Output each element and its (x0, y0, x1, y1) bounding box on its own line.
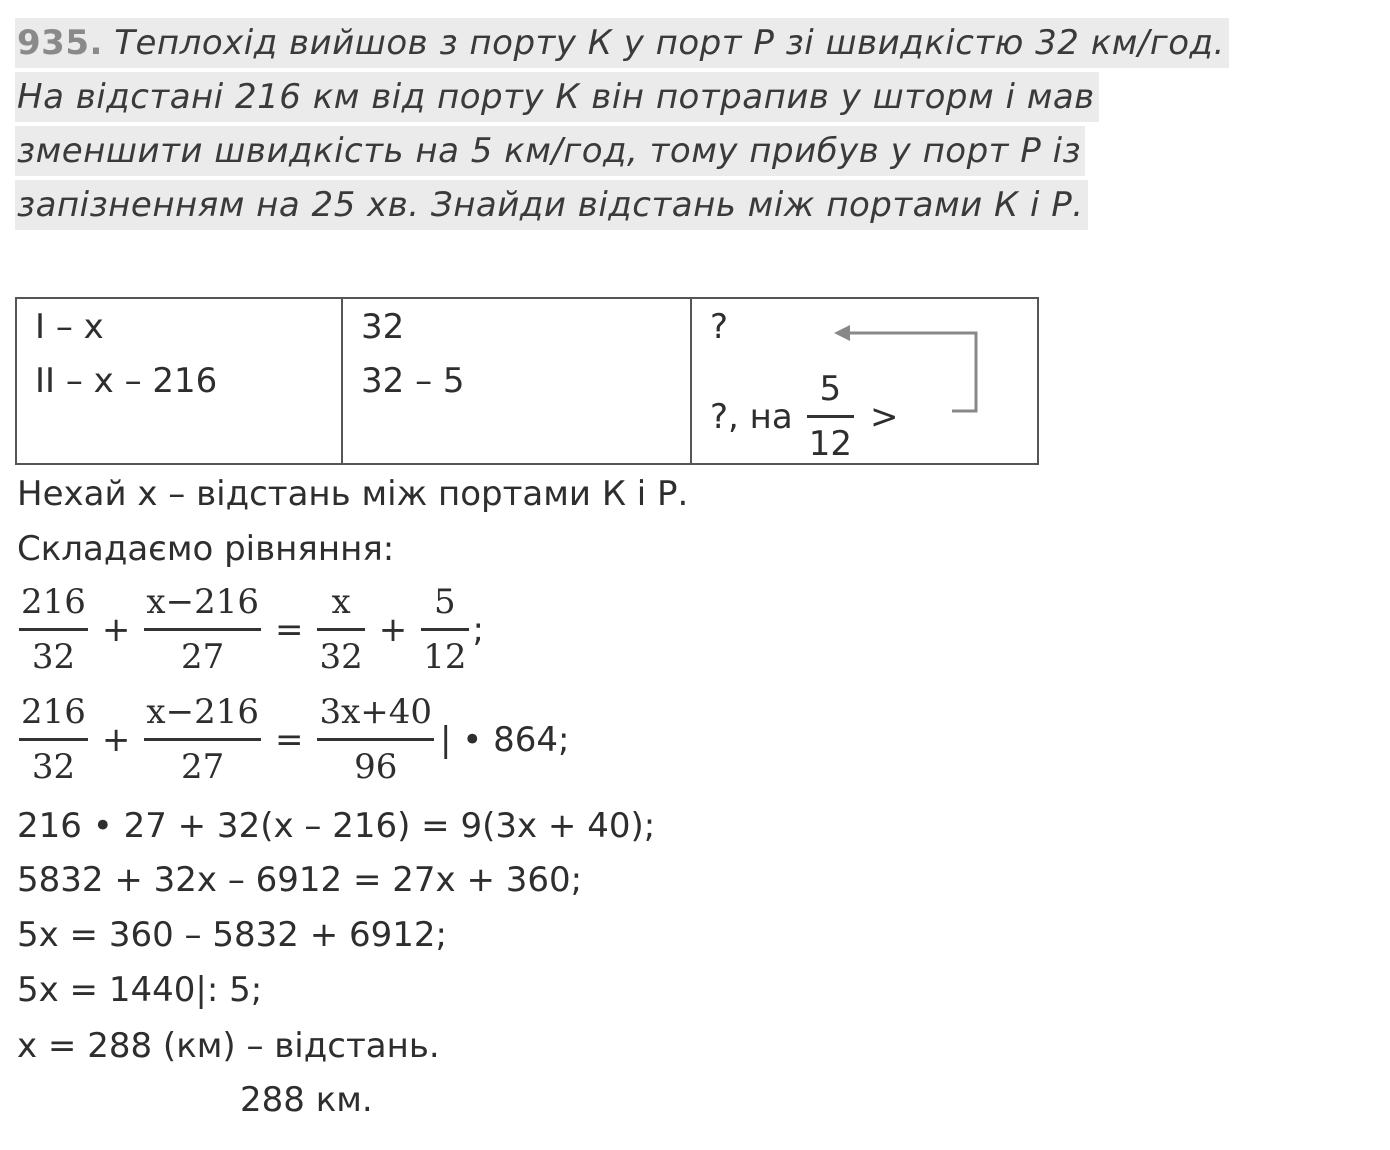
table-cell: 32 – 5 (361, 361, 465, 401)
semicolon: ; (472, 609, 484, 650)
fraction: $\frac{x-216}{27}$ (146, 582, 259, 677)
greater-sign: > (870, 396, 899, 437)
step-1: 216 • 27 + 32(x – 216) = 9(3x + 40); (17, 806, 656, 846)
step-4: 5x = 1440|: 5; (17, 970, 263, 1010)
table-col-time (692, 299, 1037, 463)
equals-sign: = (274, 609, 304, 650)
problem-line-4: запізненням на 25 хв. Знайди відстань між портами К і Р. (15, 180, 1088, 230)
table-cell: 32 (361, 307, 405, 347)
plus-sign: + (378, 609, 408, 650)
fraction: $\frac{3x+40}{96}$ (319, 692, 433, 787)
problem-line-2: На відстані 216 км від порту К він потрапив у шторм і мав (15, 72, 1099, 122)
step-2: 5832 + 32x – 6912 = 27x + 360; (17, 860, 583, 900)
problem-number: 935. (17, 23, 103, 63)
fraction: $\frac{x}{32}$ (319, 582, 363, 677)
answer: 288 км. (240, 1080, 373, 1120)
fraction: $\frac{216}{32}$ (21, 692, 86, 787)
time-prefix: ?, на (710, 396, 793, 437)
problem-statement (15, 18, 1375, 234)
table-col-distance (17, 299, 343, 463)
solution-let: Нехай x – відстань між портами К і Р. (17, 474, 689, 514)
table-cell: II – x – 216 (35, 361, 218, 401)
equals-sign: = (274, 719, 304, 760)
problem-line-3: зменшити швидкість на 5 км/год, тому прибув у порт Р із (15, 126, 1085, 176)
fraction-denominator: 12 (807, 415, 854, 466)
fraction-numerator: 5 (819, 369, 842, 409)
step-5: x = 288 (км) – відстань. (17, 1026, 440, 1066)
plus-sign: + (101, 609, 131, 650)
fraction: $\frac{5}{12}$ (423, 582, 467, 677)
problem-line-1: 935. Теплохід вийшов з порту К у порт Р зі швидкістю 32 км/год. (15, 18, 1229, 68)
fraction: $\frac{216}{32}$ (21, 582, 86, 677)
step-3: 5x = 360 – 5832 + 6912; (17, 915, 447, 955)
equation-1 (15, 580, 494, 679)
table-cell: I – x (35, 307, 104, 347)
table-cell: ? (710, 307, 729, 347)
fraction: $\frac{x-216}{27}$ (146, 692, 259, 787)
table-col-speed (343, 299, 692, 463)
multiply-note: | • 864; (440, 719, 570, 760)
plus-sign: + (101, 719, 131, 760)
comparison-arrow-icon (832, 311, 982, 421)
equation-2 (15, 690, 580, 789)
condition-table (15, 297, 1039, 465)
solution-compose: Складаємо рівняння: (17, 529, 395, 569)
